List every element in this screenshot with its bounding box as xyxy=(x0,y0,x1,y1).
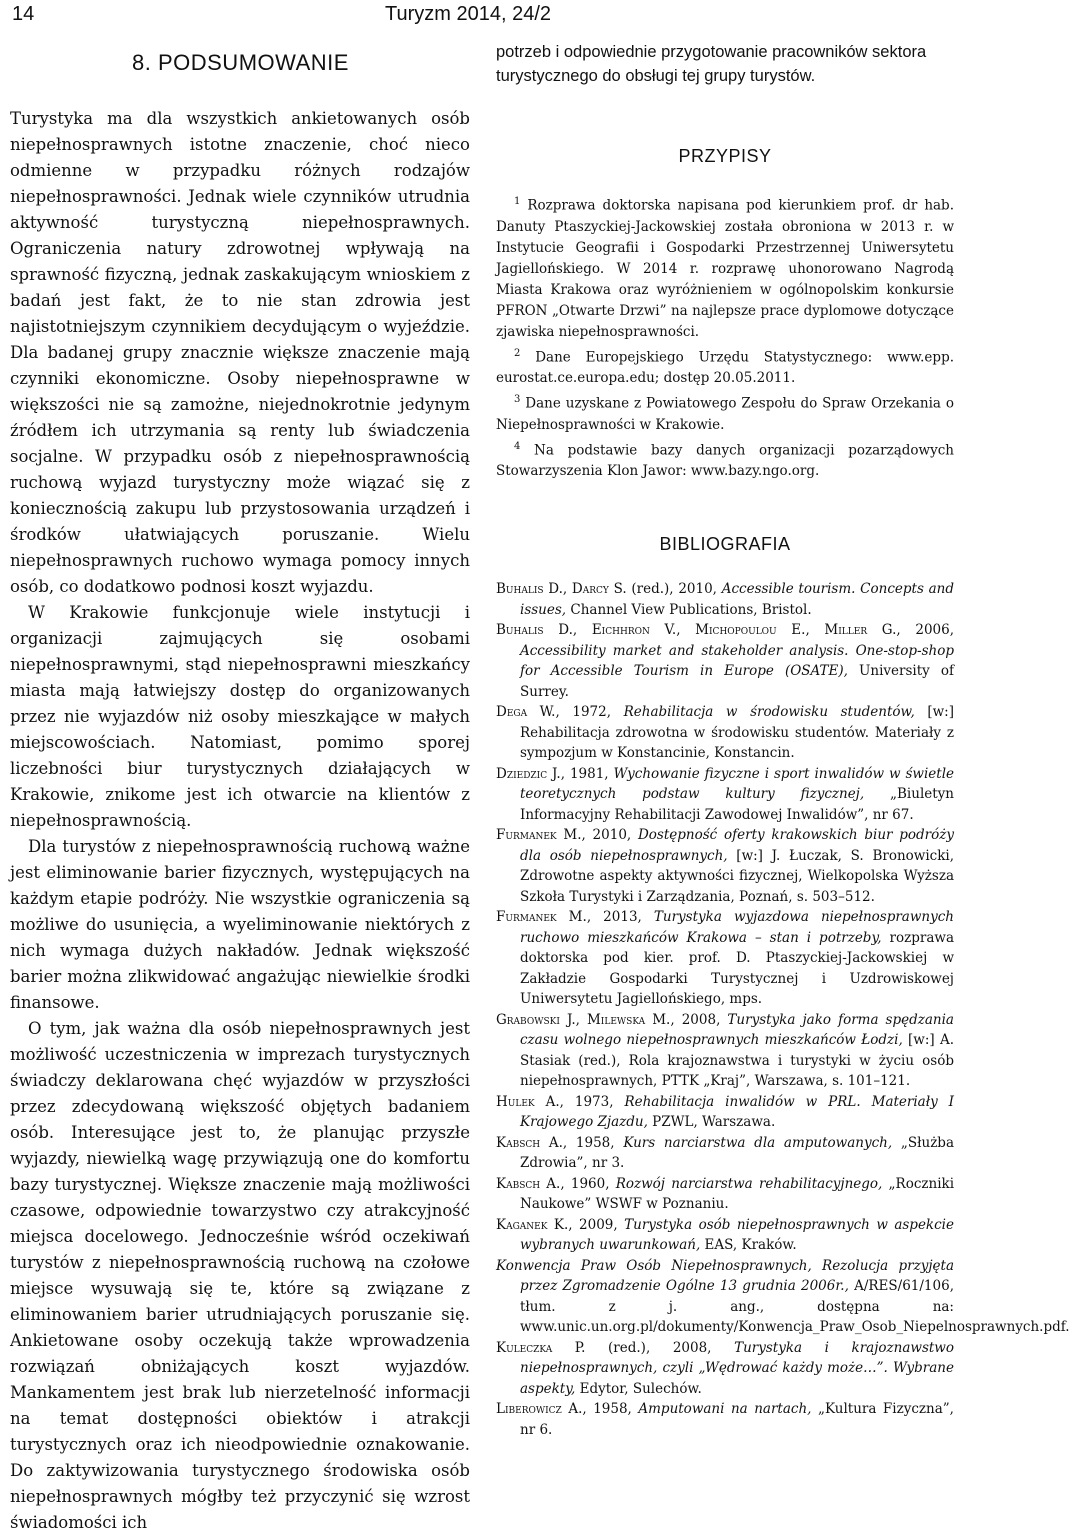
bib-year: , 1960, xyxy=(560,1175,616,1192)
bibliography-entry xyxy=(496,1133,954,1174)
bibliography-entry xyxy=(496,1399,954,1440)
body-paragraph: W Krakowie funkcjonuje wiele instytucji i organizacji zajmujących się osobami niepełnosprawnymi, stąd niepełnosprawni mieszkańcy miasta mają łatwiejszy dostęp do organizowanych przez nie wyjazdów niż osoby mieszkające w małych miejscowościach. Natomiast, pomimo sporej liczebności biur turystycznych działających w Krakowie, znikome jest ich otwarcie na klientów z niepełnosprawnością. xyxy=(10,603,470,830)
footnote-text: Na podstawie bazy danych organizacji pozarządowych Stowarzyszenia Klon Jawor: www.bazy.ngo.org. xyxy=(496,442,954,479)
page-number: 14 xyxy=(12,3,35,25)
bibliography-entry xyxy=(496,1092,954,1133)
bib-title: Rozwój narciarstwa rehabilitacyjnego, xyxy=(615,1175,883,1192)
bib-publisher: Edytor, Sulechów. xyxy=(575,1380,702,1397)
bibliography-entry xyxy=(496,1010,954,1092)
body-paragraph: O tym, jak ważna dla osób niepełnosprawnych jest możliwość uczestniczenia w imprezach turystycznych świadczy deklarowana chęć wyjazdów w przyszłości przez zdecydowaną większość objętych badaniem osób. Interesujące jest to, że planując przyszłe wyjazdy, niewielką wagę przywiązują one do komfortu bazy turystycznej. Większe znaczenie mają możliwości czasowe, odpowiednie towarzystwo czy atrakcyjność miejsca docelowego. Jednocześnie wśród oczekiwań turystów z niepełnosprawnością ruchową na czołowe miejsce wysuwają się te, które są związane z eliminowaniem barier utrudniających poruszanie się. Ankietowane osoby oczekują także wprowadzenia rozwiązań obniżających koszt wyjazdów. Mankamentem jest brak lub nierzetelność informacji na temat dostępności obiektów i atrakcji turystycznych oraz ich nieodpowiednie oznakowanie. Do zaktywizowania turystycznego środowiska osób niepełnosprawnych mógłby też przyczynić się wzrost świadomości ich xyxy=(10,1019,470,1532)
bib-title: Turystyka wyjazdowa niepełnosprawnych ruchowo mieszkańców Krakowa – stan i potrzeby, xyxy=(520,909,954,946)
footnote xyxy=(496,389,954,436)
bib-year: , 1973, xyxy=(559,1093,625,1110)
bib-author: Buhalis D., Eichhron V., Michopoulou E., Miller G. xyxy=(496,622,897,638)
bibliography-entry xyxy=(496,620,954,702)
bib-author: Hulek A. xyxy=(496,1093,560,1110)
bib-author: Kabsch A. xyxy=(496,1175,561,1192)
bib-title: Rehabilitacja w środowisku studentów, xyxy=(623,704,915,720)
bib-title: Kurs narciarstwa dla amputowanych, xyxy=(623,1134,893,1151)
footnote-number: 2 xyxy=(514,347,521,359)
bibliography-entry xyxy=(496,764,954,826)
footnote xyxy=(496,436,954,483)
bib-author: Grabowski J., Milewska M. xyxy=(496,1011,671,1028)
bib-year: , 2008, xyxy=(670,1011,728,1028)
right-column xyxy=(496,40,1070,1440)
body-paragraph: Turystyka ma dla wszystkich ankietowanych osób niepełnosprawnych istotne znaczenie, choć nieco odmienne w przypadku różnych rodzajów niepełnosprawności. Jednak wiele czynników utrudnia aktywność turystyczną niepełnosprawnych. Ograniczenia natury zdrowotnej wpływają na sprawność fizyczną, jednak zaskakującym wnioskiem z badań jest fakt, że to nie stan zdrowia jest najistotniejszym czynnikiem decydującym o wyjeździe. Dla badanej grupy znacznie większe znaczenie mają czynniki ekonomiczne. Osoby niepełnosprawne w większości nie są zamożne, niejednokrotnie jedynym źródłem ich utrzymania są renty lub świadczenia socjalne. W przypadku osób z niepełnosprawnością ruchową wyjazd turystyczny może wiązać się z koniecznością zakupu lub przystosowania urządzeń i środków ułatwiających poruszanie. Wielu niepełnosprawnych ruchowo wymaga pomocy innych osób, co dodatkowo podnosi koszt wyjazdu. xyxy=(10,109,470,596)
footnote-number: 3 xyxy=(514,394,521,405)
footnote-number: 1 xyxy=(514,196,521,207)
body-paragraph: Dla turystów z niepełnosprawnością ruchową ważne jest eliminowanie barier fizycznych, występujących na każdym etapie podróży. Nie wszystkie ograniczenia są możliwe do usunięcia, a wyeliminowanie niektórych z nich wymaga dużych nakładów. Jednak większość barier można zlikwidować angażując niewielkie środki finansowe. xyxy=(10,837,470,1012)
footnote-text: Dane uzyskane z Powiatowego Zespołu do Spraw Orzekania o Niepełnosprawności w Krakowie. xyxy=(496,395,954,433)
bib-publisher: „Roczniki Naukowe” WSWF w Poznaniu. xyxy=(520,1175,955,1212)
bibliography-entry xyxy=(496,1256,1070,1338)
bib-title: Amputowani na nartach, xyxy=(638,1401,812,1417)
bib-title: Accessible tourism. Concepts and issues, xyxy=(520,581,954,618)
bib-author: Furmanek M. xyxy=(496,827,582,843)
bib-title: Dostępność oferty krakowskich biur podróży dla osób niepełnosprawnych, xyxy=(520,827,954,864)
bib-year: , 1981, xyxy=(560,765,614,782)
bib-publisher: „Biuletyn Informacyjny Rehabilitacji Zawodowej Inwalidów”, nr 67. xyxy=(520,786,954,823)
section-heading-summary: 8. PODSUMOWANIE xyxy=(132,50,349,75)
bibliography-entry xyxy=(496,825,954,907)
footnotes-list xyxy=(496,191,954,482)
footnotes-heading: PRZYPISY xyxy=(678,146,772,166)
bib-publisher: „Kultura Fizyczna”, nr 6. xyxy=(520,1401,954,1438)
page-header xyxy=(0,0,960,30)
bib-year: , 1972, xyxy=(555,704,624,720)
continuation-paragraph: potrzeb i odpowiednie przygotowanie pracowników sektora turystycznego do obsługi tej grupy turystów. xyxy=(496,43,927,85)
bib-author: Dziedzic J. xyxy=(496,765,561,782)
bib-title: Rehabilitacja inwalidów w PRL. Materiały I Krajowego Zjazdu, xyxy=(520,1093,954,1130)
bibliography-entry xyxy=(496,702,954,764)
bib-publisher: [w:] Rehabilitacja zdrowotna w środowisku studentów. Materiały z sympozjum w Konstancinie, Konstancin. xyxy=(520,704,954,761)
bibliography-entry xyxy=(496,1215,954,1256)
footnote-text: Rozprawa doktorska napisana pod kierunkiem prof. dr hab. Danuty Ptaszyckiej-Jackowskiej została obroniona w 2013 r. w Instytucie Geografii i Gospodarki Przestrzennej Uniwersytetu Jagiellońskiego. W 2014 r. rozprawę uhonorowano Nagrodą Miasta Krakowa oraz wyróżnieniem w ogólnopolskim konkursie PFRON „Otwarte Drzwi” na najlepsze prace dyplomowe dotyczące zjawiska niepełnosprawności. xyxy=(496,197,954,340)
bib-title: Turystyka i krajoznawstwo niepełnosprawnych, czyli „Wędrować każdy może…”. Wybrane aspekty, xyxy=(520,1339,954,1397)
bib-publisher: A/RES/61/106, tłum. z j. ang., dostępna na: www.unic.un.org.pl/dokumenty/Konwencja_Praw_Osob_Niepelnosprawnych.pdf. xyxy=(520,1278,1070,1335)
bib-author: Liberowicz A. xyxy=(496,1401,583,1417)
bib-year: (red.), 2010, xyxy=(626,581,722,597)
bib-publisher: „Służba Zdrowia”, nr 3. xyxy=(520,1134,954,1171)
bib-year: , 1958, xyxy=(562,1134,624,1151)
bibliography-entry xyxy=(496,907,954,1010)
bib-year: (red.), 2008, xyxy=(585,1339,735,1356)
bib-title: Wychowanie fizyczne i sport inwalidów w świetle teoretycznych podstaw kultury fizycznej, xyxy=(520,765,955,802)
bib-publisher: University of Surrey. xyxy=(520,663,954,700)
bib-author: Buhalis D., Darcy S. xyxy=(496,581,627,597)
bib-author: Furmanek M. xyxy=(496,909,587,925)
bib-publisher: PZWL, Warszawa. xyxy=(647,1114,776,1130)
bib-year: , 2009, xyxy=(568,1216,625,1233)
bib-publisher: rozprawa doktorska pod kier. prof. D. Ptaszyckiej-Jackowskiej w Zakładzie Gospodarki Turystycznej i Uzdrowiskowej Uniwersytetu Jagiellońskiego, mps. xyxy=(520,929,954,1007)
bibliography-entry xyxy=(496,1174,954,1215)
bib-title: Turystyka osób niepełnosprawnych w aspekcie wybranych uwarunkowań, xyxy=(520,1216,954,1253)
footnote-number: 4 xyxy=(514,440,521,452)
bib-publisher: EAS, Kraków. xyxy=(700,1237,797,1253)
bib-author: Dega W. xyxy=(496,704,556,720)
bib-author: Kuleczka P. xyxy=(496,1339,586,1356)
footnote-text: Dane Europejskiego Urzędu Statystycznego: www.epp. eurostat.ce.europa.edu; dostęp 20.05.2011. xyxy=(496,349,954,386)
bib-title: Turystyka jako forma spędzania czasu wolnego niepełnosprawnych mieszkańców Łodzi, xyxy=(520,1011,954,1048)
bib-year: , 1958, xyxy=(582,1401,639,1417)
left-column xyxy=(10,40,470,1536)
bibliography-entry xyxy=(496,1338,954,1400)
bib-publisher: [w:] J. Łuczak, S. Bronowicki, Zdrowotne aspekty aktywności fizycznej, Wielkopolska Wyższa Szkoła Turystyki i Zarządzania, Poznań, s. 503–512. xyxy=(520,847,954,905)
bibliography-list xyxy=(496,579,1070,1440)
bib-publisher: Channel View Publications, Bristol. xyxy=(566,601,812,618)
bib-publisher: [w:] A. Stasiak (red.), Rola krajoznawstwa i turystyki w życiu osób niepełnosprawnych, PTTK „Kraj”, Warszawa, s. 101–121. xyxy=(520,1032,954,1089)
bib-year: , 2006, xyxy=(896,622,955,638)
bibliography-entry xyxy=(496,579,954,620)
bib-title: Konwencja Praw Osób Niepełnosprawnych, Rezolucja przyjęta przez Zgromadzenie Ogólne 13 grudnia 2006r., xyxy=(496,1257,954,1294)
footnote xyxy=(496,191,954,343)
footnote xyxy=(496,343,954,390)
bib-year: , 2010, xyxy=(581,827,638,843)
bib-title: Accessibility market and stakeholder analysis. One-stop-shop for Accessible Tourism in Europe (OSATE), xyxy=(520,642,954,679)
bib-author: Kaganek K. xyxy=(496,1216,569,1233)
bibliography-heading: BIBLIOGRAFIA xyxy=(659,534,791,554)
bib-year: , 2013, xyxy=(586,909,654,925)
running-title: Turyzm 2014, 24/2 xyxy=(385,3,552,25)
bib-author: Kabsch A. xyxy=(496,1134,563,1151)
